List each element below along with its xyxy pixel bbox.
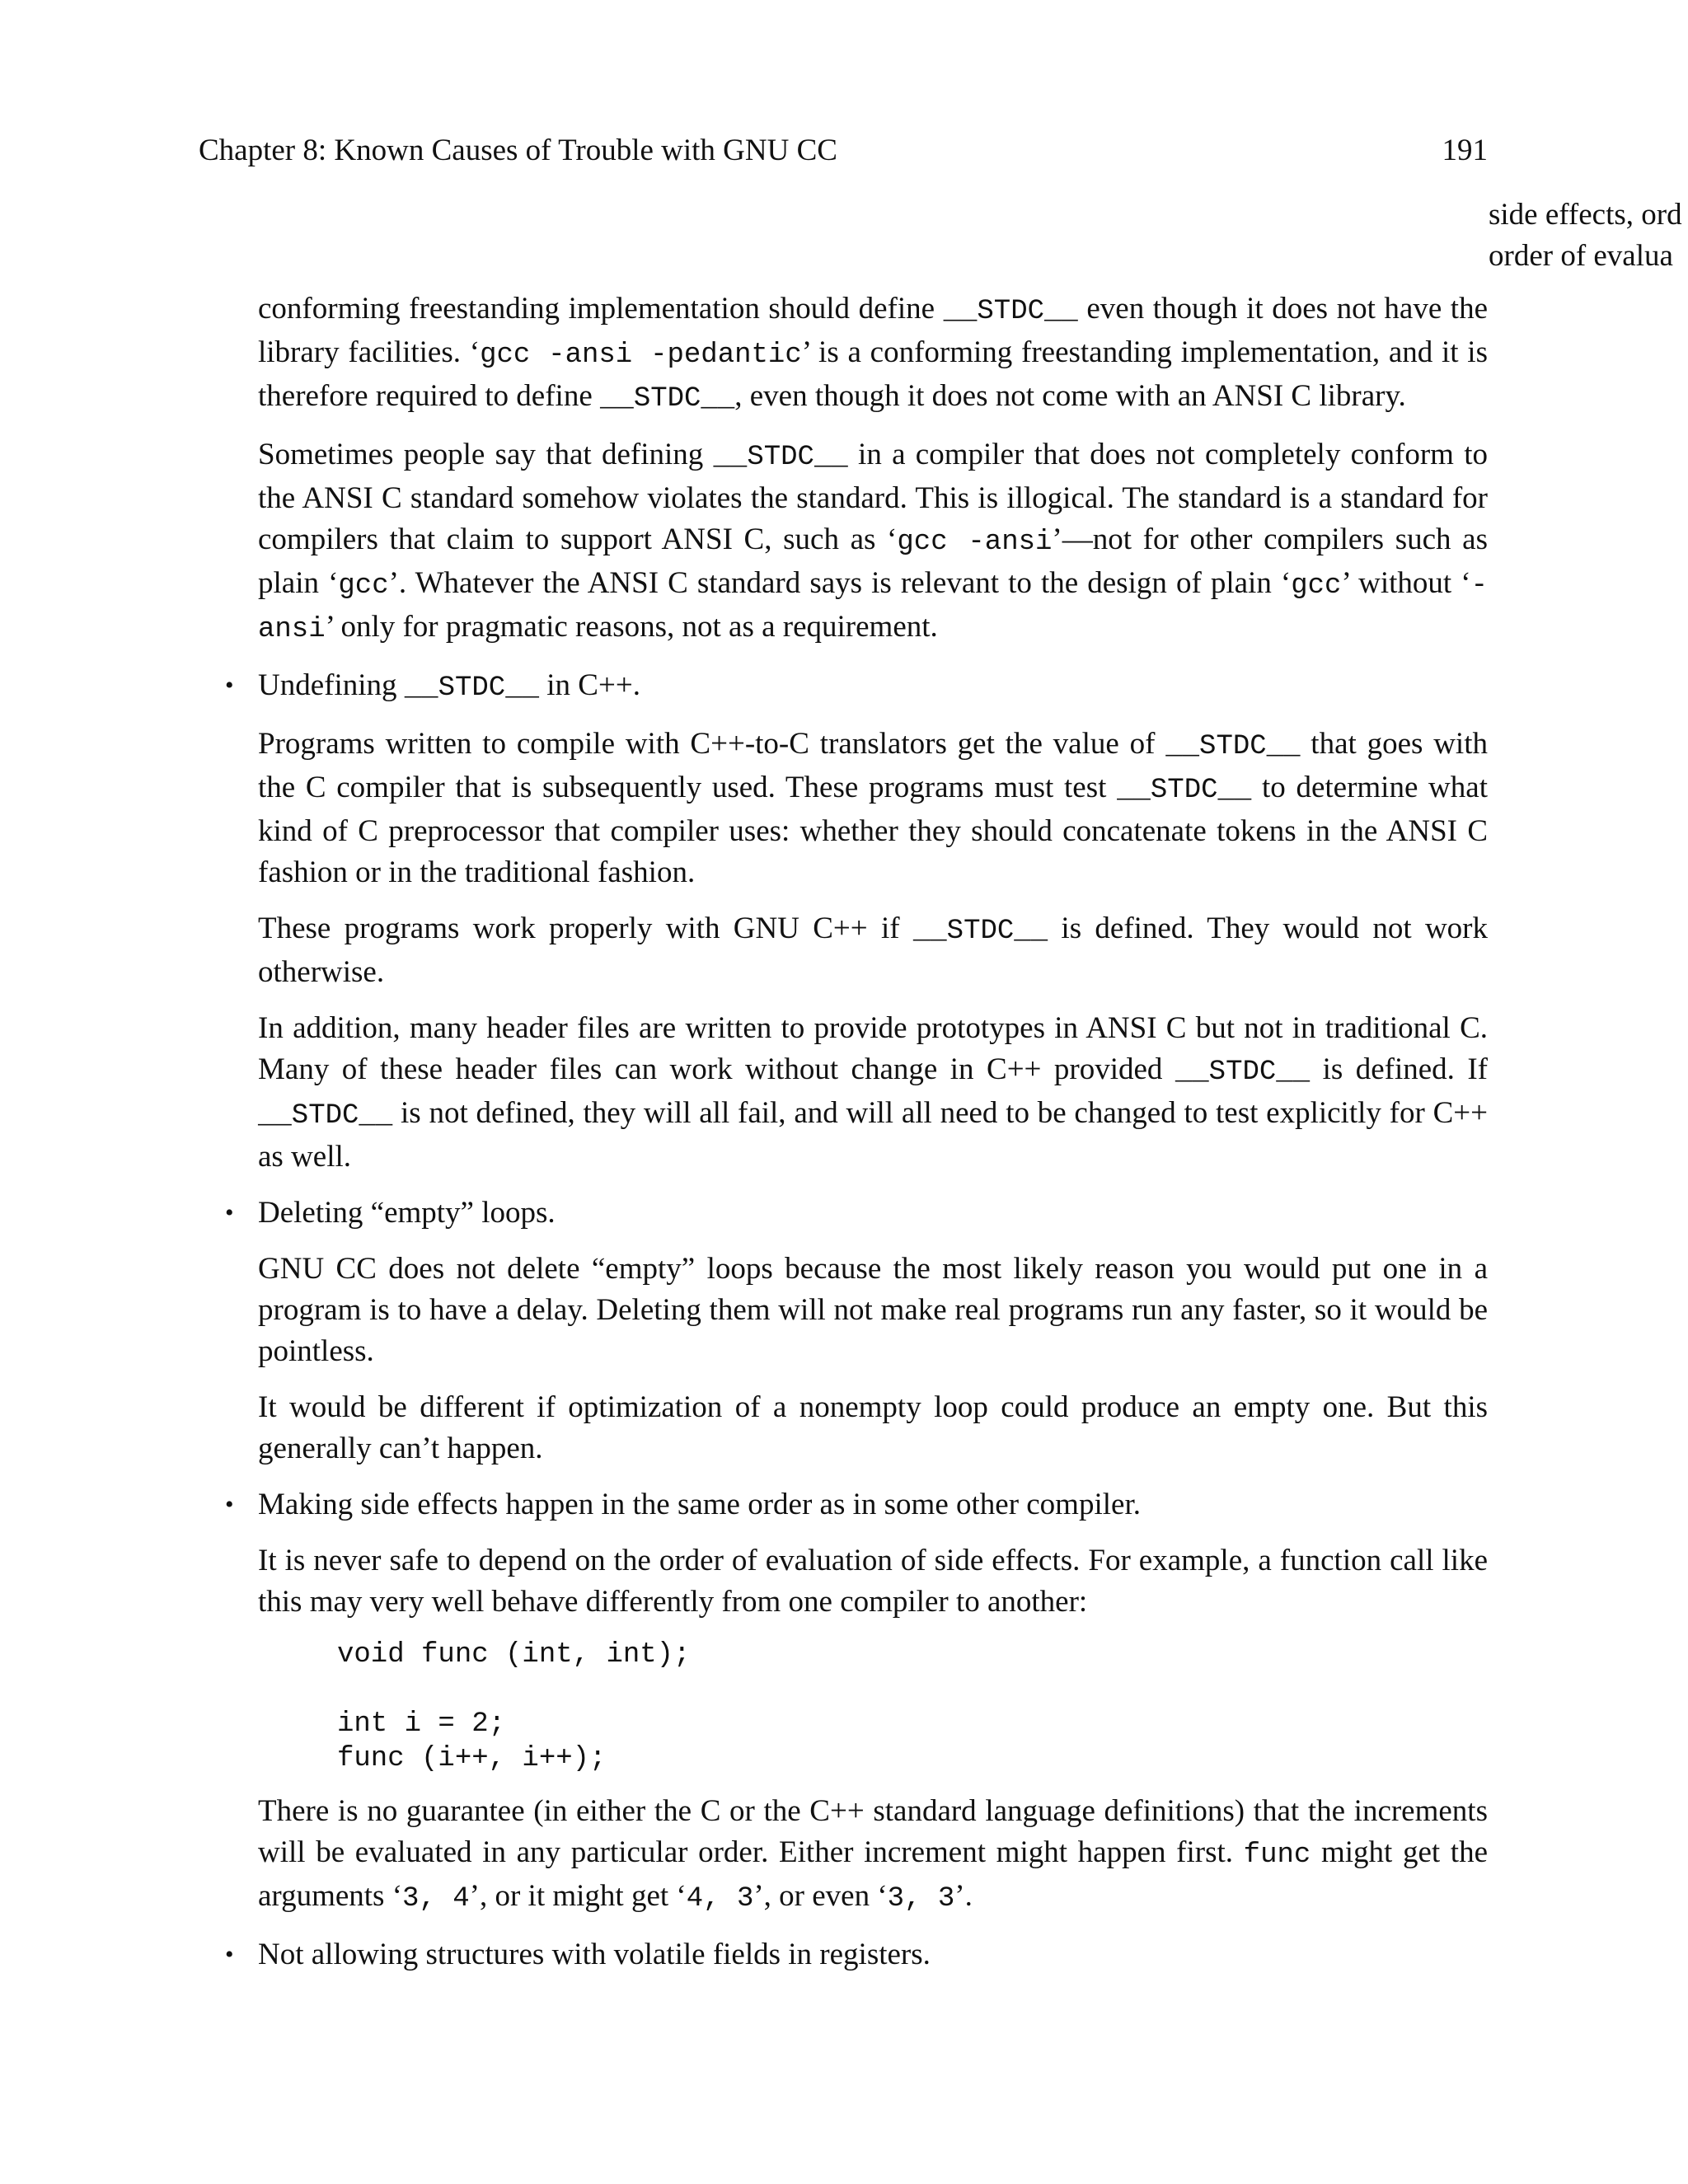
margin-note-line: order of evalua (1489, 239, 1673, 273)
bullet-item: • Not allowing structures with volatile fields in registers. (258, 1934, 1488, 1975)
paragraph: It is never safe to depend on the order of evaluation of side effects. For example, a function call like this may very well behave differently from one compiler to another: (258, 1544, 1488, 1619)
code-token: __STDC__ (600, 383, 735, 415)
code-token: gcc (1291, 570, 1342, 602)
code-line: void func (int, int); (337, 1639, 691, 1671)
bullet-item: • Deleting “empty” loops. (258, 1193, 1488, 1234)
paragraph: Programs written to compile with C++-to-C translators get the value of __STDC__ that goes with the C compiler that is subsequently used. These programs must test __STDC__ to determine what kind of C preprocessor that compiler uses: whether they should concatenate tokens in the ANSI C fashion or in the traditional fashion. (258, 727, 1488, 889)
code-example (337, 1638, 1488, 1776)
chapter-title: Chapter 8: Known Causes of Trouble with GNU CC (199, 134, 837, 167)
bullet-item: • Undefining __STDC__ in C++. (258, 665, 1488, 709)
code-token: 3, 3 (887, 1883, 955, 1915)
code-token: 3, 4 (402, 1883, 470, 1915)
page-number: 191 (1442, 134, 1488, 167)
paragraph: These programs work properly with GNU C++ if __STDC__ is defined. They would not work otherwise. (258, 912, 1488, 989)
bullet-item: • Making side effects happen in the same order as in some other compiler. (258, 1484, 1488, 1526)
code-token: __STDC__ (943, 296, 1078, 327)
code-token: __STDC__ (713, 442, 848, 473)
code-token: __STDC__ (258, 1100, 393, 1132)
code-line (337, 1672, 1488, 1707)
paragraph: Sometimes people say that defining __STDC__ in a compiler that does not completely conform to the ANSI C standard somehow violates the standard. This is illogical. The standard is a standard for compilers that claim to support ANSI C, such as ‘gcc -ansi’—not for other compilers such as plain ‘gcc’. Whatever the ANSI C standard says is relevant to the design of plain ‘gcc’ without ‘-ansi’ only for pragmatic reasons, not as a requirement. (258, 438, 1488, 645)
bullet-icon: • (225, 1199, 234, 1226)
code-token: __STDC__ (912, 916, 1048, 947)
paragraph: GNU CC does not delete “empty” loops because the most likely reason you would put one in a program is to have a delay. Deleting them will not make real programs run any faster, so it would be pointless. (258, 1252, 1488, 1368)
code-token: gcc -ansi -pedantic (480, 340, 802, 371)
paragraph: There is no guarantee (in either the C or the C++ standard language definitions) that the increments will be evaluated in any particular order. Either increment might happen first. func might get the arguments ‘3, 4’, or it might get ‘4, 3’, or even ‘3, 3’. (258, 1794, 1488, 1915)
code-token: __STDC__ (1117, 775, 1252, 806)
margin-note-line: side effects, ord (1489, 198, 1682, 232)
paragraph: In addition, many header files are written to provide prototypes in ANSI C but not in traditional C. Many of these header files can work without change in C++ provided __STDC__ is defined. If __STDC__ is not defined, they will all fail, and will all need to be changed to test explicitly for C++ as well. (258, 1011, 1488, 1174)
code-token: 4, 3 (686, 1883, 754, 1915)
bullet-icon: • (225, 1941, 234, 1968)
code-token: __STDC__ (404, 673, 540, 704)
bullet-icon: • (225, 672, 234, 699)
code-token: __STDC__ (1175, 1057, 1311, 1088)
code-line: func (i++, i++); (337, 1743, 607, 1774)
code-token: -ansi (258, 570, 1488, 645)
code-token: gcc (338, 570, 389, 602)
code-token: gcc -ansi (897, 527, 1053, 558)
paragraph: conforming freestanding implementation should define __STDC__ even though it does not have the library facilities. ‘gcc -ansi -pedantic’ is a conforming freestanding implementation, and it is therefore required to define __STDC__, even though it does not come with an ANSI C library. (258, 292, 1488, 415)
margin-index-note (1489, 194, 1688, 277)
code-line: int i = 2; (337, 1708, 506, 1740)
code-token: __STDC__ (1165, 731, 1301, 762)
bullet-icon: • (225, 1491, 234, 1518)
page-body (225, 288, 1488, 1990)
paragraph: It would be different if optimization of a nonempty loop could produce an empty one. But this generally can’t happen. (258, 1390, 1488, 1465)
code-token: func (1243, 1840, 1311, 1871)
